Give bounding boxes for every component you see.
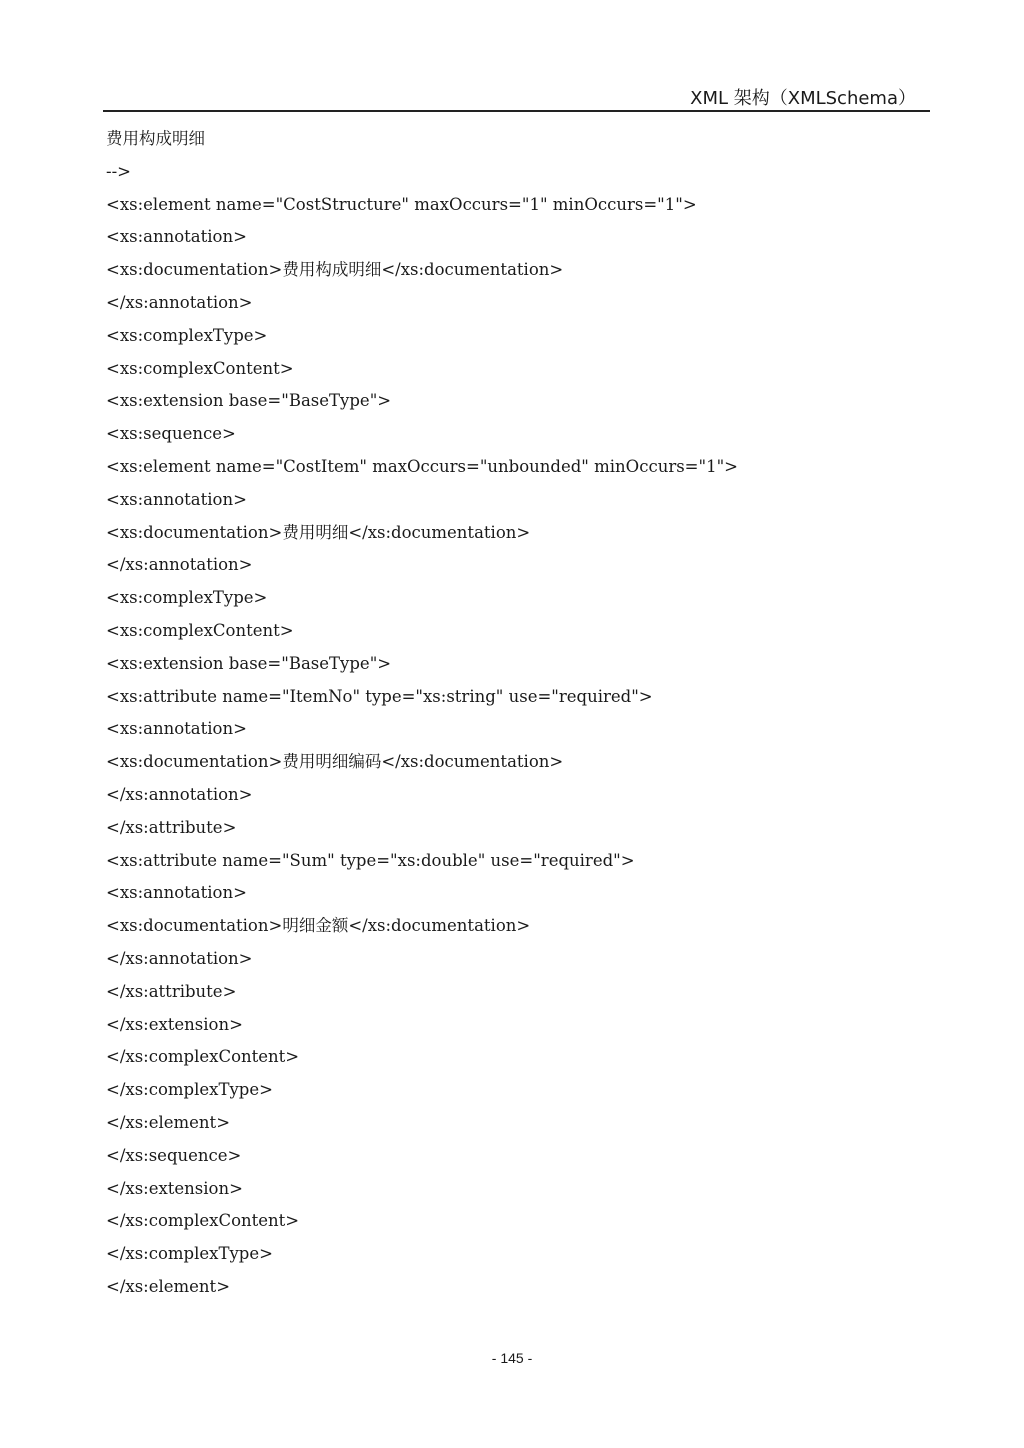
code-line: </xs:annotation> <box>106 292 253 312</box>
code-line: </xs:sequence> <box>106 1145 242 1165</box>
code-line: <xs:documentation>费用明细编码</xs:documentation> <box>106 752 564 772</box>
page-header <box>103 80 930 112</box>
code-line: <xs:sequence> <box>106 424 236 444</box>
code-line: </xs:annotation> <box>106 948 253 968</box>
code-line: </xs:attribute> <box>106 981 237 1001</box>
code-line: </xs:attribute> <box>106 817 237 837</box>
code-line: <xs:documentation>费用构成明细</xs:documentation> <box>106 260 564 280</box>
code-line: </xs:complexContent> <box>106 1211 300 1231</box>
code-line: <xs:element name="CostItem" maxOccurs="unbounded" minOccurs="1"> <box>106 456 739 476</box>
code-line: <xs:attribute name="ItemNo" type="xs:string" use="required"> <box>106 686 653 706</box>
code-line: </xs:extension> <box>106 1178 243 1198</box>
code-line: <xs:extension base="BaseType"> <box>106 391 392 411</box>
code-line: --> <box>106 161 131 181</box>
code-line: <xs:annotation> <box>106 227 247 247</box>
code-line: <xs:complexType> <box>106 325 268 345</box>
code-line: <xs:documentation>明细金额</xs:documentation> <box>106 916 531 936</box>
code-line: <xs:element name="CostStructure" maxOccurs="1" minOccurs="1"> <box>106 194 697 214</box>
code-line: </xs:complexContent> <box>106 1047 300 1067</box>
page-number: - 145 - <box>491 1350 533 1366</box>
code-line: </xs:element> <box>106 1276 231 1296</box>
code-line: <xs:attribute name="Sum" type="xs:double" use="required"> <box>106 850 635 870</box>
code-line: <xs:annotation> <box>106 489 247 509</box>
code-line: </xs:complexType> <box>106 1080 273 1100</box>
code-line: </xs:element> <box>106 1112 231 1132</box>
code-line: <xs:complexContent> <box>106 358 294 378</box>
code-line: </xs:annotation> <box>106 784 253 804</box>
code-listing <box>106 123 926 1304</box>
header-title: XML 架构（XMLSchema） <box>690 88 916 109</box>
code-line: <xs:complexType> <box>106 588 268 608</box>
code-line: <xs:annotation> <box>106 883 247 903</box>
code-line: </xs:complexType> <box>106 1244 273 1264</box>
code-line: <xs:extension base="BaseType"> <box>106 653 392 673</box>
code-line: </xs:annotation> <box>106 555 253 575</box>
code-line: 费用构成明细 <box>106 129 205 148</box>
code-line: <xs:annotation> <box>106 719 247 739</box>
code-line: <xs:complexContent> <box>106 620 294 640</box>
code-line: </xs:extension> <box>106 1014 243 1034</box>
code-line: <xs:documentation>费用明细</xs:documentation> <box>106 522 531 542</box>
